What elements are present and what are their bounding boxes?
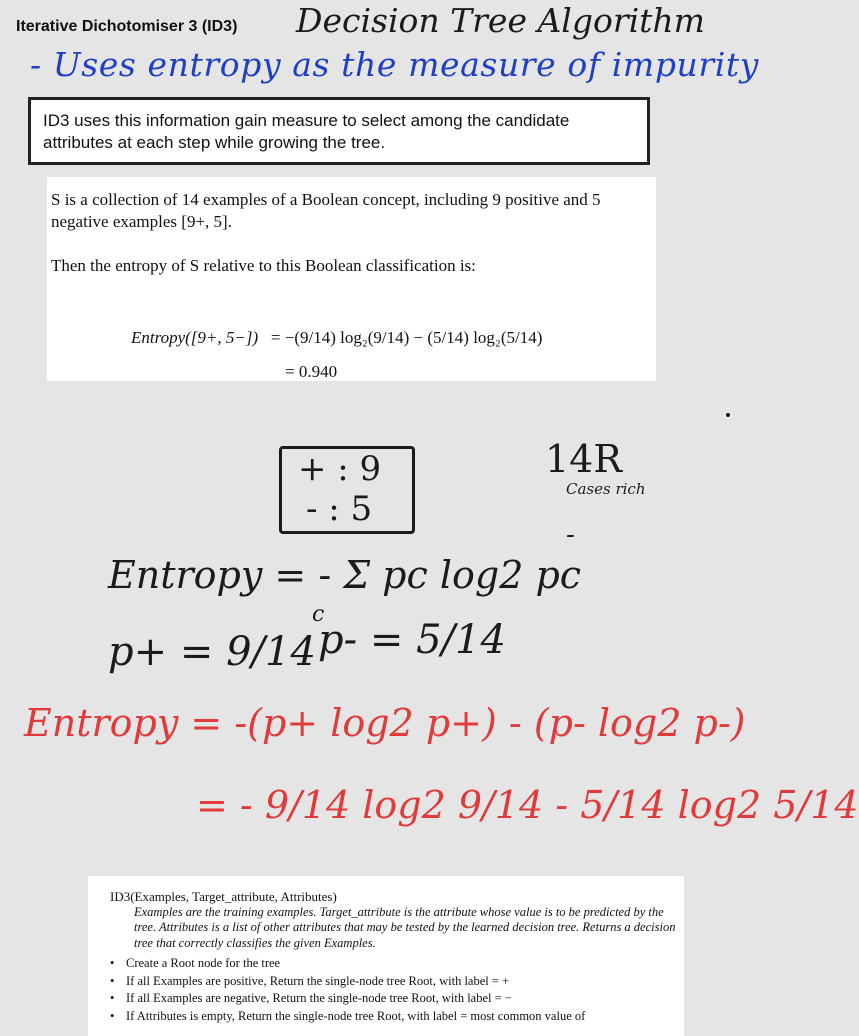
handwritten-minus-count: - : 5 [306, 489, 373, 529]
algorithm-step: • Create a Root node for the tree [110, 956, 684, 972]
formula-rhs: = −(9/14) log₂(9/14) − (5/14) log₂(5/14) [270, 328, 543, 347]
handwritten-p-minus: p- = 5/14 [318, 617, 506, 663]
handwritten-sum-index: c [312, 602, 325, 627]
margin-dash: ‐ [566, 520, 575, 550]
algorithm-steps [110, 956, 684, 1024]
entropy-result: = 0.940 [285, 362, 338, 381]
algorithm-step: • If all Examples are negative, Return the single-node tree Root, with label = − [110, 991, 684, 1007]
margin-subnote: Cases rich [566, 480, 646, 498]
formula-lhs: Entropy([9+, 5−]) [131, 328, 259, 347]
algorithm-step: • If all Examples are positive, Return the single-node tree Root, with label = + [110, 974, 684, 990]
page-title: Iterative Dichotomiser 3 (ID3) [16, 18, 238, 35]
handwritten-p-plus: p+ = 9/14 [108, 629, 316, 675]
id3-info-box [28, 97, 650, 165]
algorithm-signature: ID3(Examples, Target_attribute, Attributes) [110, 889, 337, 904]
id3-info-text: ID3 uses this information gain measure to select among the candidate attributes at each step while growing the tree. [43, 111, 570, 152]
handwritten-plus-count: + : 9 [298, 449, 382, 489]
collection-description: S is a collection of 14 examples of a Boolean concept, including 9 positive and 5 negative examples [9+, 5]. [51, 190, 601, 231]
handwritten-entropy-expansion: Entropy = -(p+ log2 p+) - (p- log2 p-) [24, 701, 746, 745]
margin-dot [726, 413, 730, 417]
textbook-excerpt [47, 177, 656, 381]
entropy-formula [131, 327, 542, 349]
handwritten-entropy-substitution: = - 9/14 log2 9/14 - 5/14 log2 5/14 [196, 783, 859, 827]
algorithm-description: Examples are the training examples. Target_attribute is the attribute whose value is to be predicted by the tree. Attributes is a list of other attributes that may be tested by the learned decision tree. Returns a decision tree that correctly classifies the given Examples. [134, 904, 676, 950]
id3-algorithm-excerpt [88, 876, 684, 1036]
handwritten-note: - Uses entropy as the measure of impurity [30, 45, 760, 84]
margin-note: 14R [545, 437, 622, 481]
entropy-intro: Then the entropy of S relative to this Boolean classification is: [51, 256, 476, 275]
handwritten-entropy-definition: Entropy = - Σ pc log2 pc [108, 553, 582, 597]
handwritten-heading: Decision Tree Algorithm [296, 1, 705, 40]
algorithm-step: • If Attributes is empty, Return the single-node tree Root, with label = most common value of [110, 1009, 684, 1025]
